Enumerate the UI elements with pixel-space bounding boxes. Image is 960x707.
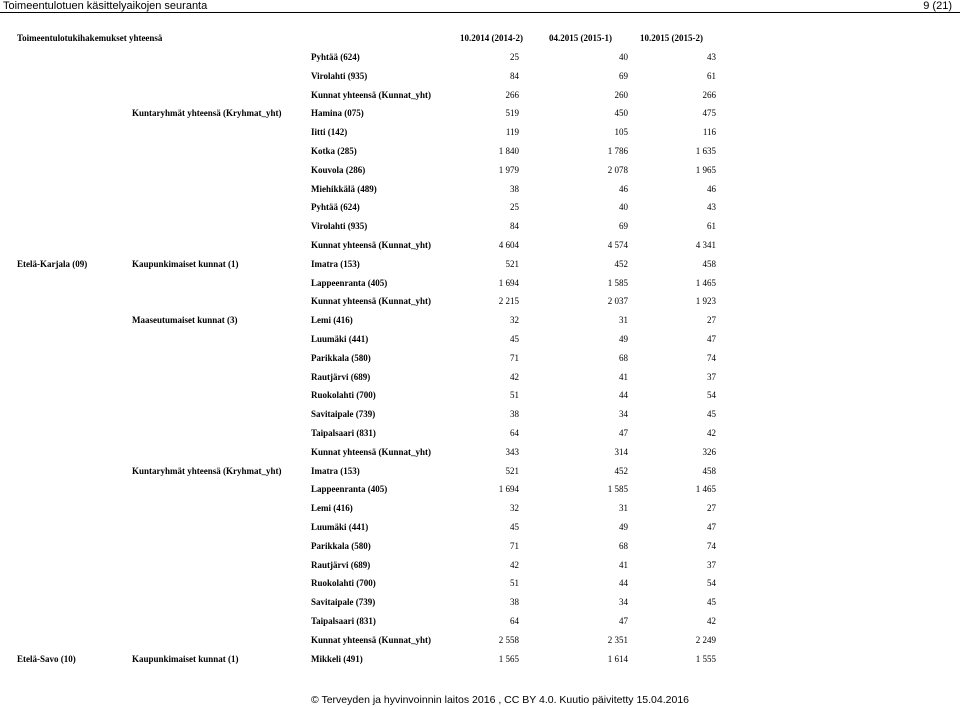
table-row xyxy=(0,577,960,589)
group-label: Kaupunkimaiset kunnat (1) xyxy=(132,258,239,269)
value-2015-2: 42 xyxy=(707,428,716,438)
table-row xyxy=(0,446,960,458)
value-2015-1: 47 xyxy=(619,428,628,438)
municipality-label: Virolahti (935) xyxy=(311,70,368,81)
table-row xyxy=(0,258,960,270)
value-2015-2: 1 555 xyxy=(695,653,716,664)
value-2014-2: 521 xyxy=(505,465,519,476)
value-2015-2: 475 xyxy=(702,108,716,119)
value-2015-1: 31 xyxy=(619,315,628,326)
value-2014-2: 84 xyxy=(510,70,519,81)
value-2015-1: 314 xyxy=(614,446,628,457)
municipality-label: Rautjärvi (689) xyxy=(311,371,371,382)
table-row xyxy=(0,389,960,401)
group-label: Kaupunkimaiset kunnat (1) xyxy=(132,653,239,664)
value-2014-2: 42 xyxy=(510,371,519,382)
municipality-label: Kotka (285) xyxy=(311,146,357,156)
value-2014-2: 119 xyxy=(505,127,519,138)
table-row xyxy=(0,352,960,364)
table-row xyxy=(0,107,960,119)
value-2015-2: 1 465 xyxy=(695,277,716,288)
table-row xyxy=(0,427,960,439)
value-2015-2: 61 xyxy=(707,70,716,81)
group-heading: Toimeentulotukihakemukset yhteensä xyxy=(17,33,163,43)
municipality-label: Imatra (153) xyxy=(311,465,360,476)
table-row xyxy=(0,465,960,477)
column-header: 04.2015 (2015-1) xyxy=(549,33,612,43)
value-2015-1: 69 xyxy=(619,70,628,81)
value-2014-2: 38 xyxy=(510,183,519,194)
table-row xyxy=(0,615,960,627)
value-2015-1: 44 xyxy=(619,390,628,401)
table-row xyxy=(0,277,960,289)
value-2015-2: 43 xyxy=(707,52,716,62)
table-row xyxy=(0,634,960,646)
municipality-label: Luumäki (441) xyxy=(311,522,369,532)
value-2014-2: 32 xyxy=(510,315,519,326)
group-label: Maaseutumaiset kunnat (3) xyxy=(132,315,238,326)
municipality-label: Pyhtää (624) xyxy=(311,52,360,62)
value-2015-1: 2 078 xyxy=(607,164,628,175)
value-2015-2: 47 xyxy=(707,522,716,532)
value-2015-2: 45 xyxy=(707,597,716,608)
value-2015-2: 54 xyxy=(707,390,716,401)
value-2015-1: 34 xyxy=(619,409,628,420)
value-2015-1: 1 614 xyxy=(607,653,628,664)
value-2015-2: 1 923 xyxy=(695,296,716,307)
value-2015-2: 61 xyxy=(707,221,716,232)
value-2014-2: 1 694 xyxy=(498,277,519,288)
municipality-label: Virolahti (935) xyxy=(311,221,368,232)
table-row xyxy=(0,408,960,420)
value-2015-2: 1 465 xyxy=(695,484,716,495)
table-row xyxy=(0,371,960,383)
value-2014-2: 64 xyxy=(510,616,519,626)
municipality-label: Parikkala (580) xyxy=(311,540,371,551)
value-2014-2: 45 xyxy=(510,334,519,344)
value-2015-2: 4 341 xyxy=(695,240,716,250)
municipality-label: Savitaipale (739) xyxy=(311,597,376,608)
municipality-label: Lappeenranta (405) xyxy=(311,277,388,288)
value-2014-2: 519 xyxy=(505,108,519,119)
group-label: Kuntaryhmät yhteensä (Kryhmat_yht) xyxy=(132,108,282,119)
value-2014-2: 1 565 xyxy=(498,653,519,664)
municipality-label: Kunnat yhteensä (Kunnat_yht) xyxy=(311,446,432,457)
value-2014-2: 51 xyxy=(510,578,519,589)
copyright-notice: © Terveyden ja hyvinvoinnin laitos 2016 , CC BY 4.0. Kuutio päivitetty 15.04.2016 xyxy=(311,694,689,706)
table-row xyxy=(0,653,960,665)
value-2015-2: 37 xyxy=(707,371,716,382)
municipality-label: Kunnat yhteensä (Kunnat_yht) xyxy=(311,89,432,100)
value-2014-2: 2 215 xyxy=(498,296,519,307)
value-2015-1: 1 786 xyxy=(607,146,628,156)
value-2015-1: 46 xyxy=(619,183,628,194)
value-2014-2: 84 xyxy=(510,221,519,232)
value-2014-2: 38 xyxy=(510,597,519,608)
value-2014-2: 1 840 xyxy=(498,146,519,156)
table-row xyxy=(0,314,960,326)
value-2015-2: 74 xyxy=(707,540,716,551)
value-2015-1: 41 xyxy=(619,371,628,382)
municipality-label: Lemi (416) xyxy=(311,315,353,326)
municipality-label: Ruokolahti (700) xyxy=(311,390,376,401)
value-2015-1: 69 xyxy=(619,221,628,232)
table-row xyxy=(0,596,960,608)
value-2015-2: 45 xyxy=(707,409,716,420)
table-row xyxy=(0,295,960,307)
value-2014-2: 266 xyxy=(505,89,519,100)
municipality-label: Hamina (075) xyxy=(311,108,364,119)
value-2015-1: 47 xyxy=(619,616,628,626)
table-row xyxy=(0,164,960,176)
municipality-label: Savitaipale (739) xyxy=(311,409,376,420)
table-row xyxy=(0,126,960,138)
value-2014-2: 521 xyxy=(505,258,519,269)
value-2015-2: 46 xyxy=(707,183,716,194)
page-number: 9 (21) xyxy=(923,0,952,12)
value-2015-2: 1 635 xyxy=(695,146,716,156)
value-2015-1: 40 xyxy=(619,202,628,213)
value-2014-2: 71 xyxy=(510,540,519,551)
value-2014-2: 343 xyxy=(505,446,519,457)
municipality-label: Kunnat yhteensä (Kunnat_yht) xyxy=(311,634,432,645)
column-header: 10.2015 (2015-2) xyxy=(640,33,703,43)
value-2014-2: 1 979 xyxy=(498,164,519,175)
value-2015-2: 116 xyxy=(702,127,716,138)
municipality-label: Miehikkälä (489) xyxy=(311,183,377,194)
value-2015-2: 458 xyxy=(702,258,716,269)
municipality-label: Ruokolahti (700) xyxy=(311,578,376,589)
table-row xyxy=(0,540,960,552)
value-2015-2: 42 xyxy=(707,616,716,626)
municipality-label: Parikkala (580) xyxy=(311,352,371,363)
value-2015-1: 2 351 xyxy=(607,634,628,645)
value-2015-1: 452 xyxy=(614,258,628,269)
municipality-label: Pyhtää (624) xyxy=(311,202,360,213)
value-2015-1: 450 xyxy=(614,108,628,119)
group-label: Kuntaryhmät yhteensä (Kryhmat_yht) xyxy=(132,465,282,476)
municipality-label: Taipalsaari (831) xyxy=(311,428,376,438)
value-2015-2: 74 xyxy=(707,352,716,363)
table-row xyxy=(0,220,960,232)
value-2015-1: 452 xyxy=(614,465,628,476)
value-2015-2: 27 xyxy=(707,315,716,326)
value-2014-2: 25 xyxy=(510,202,519,213)
value-2015-1: 44 xyxy=(619,578,628,589)
value-2015-2: 2 249 xyxy=(695,634,716,645)
value-2015-2: 326 xyxy=(702,446,716,457)
table-row xyxy=(0,333,960,345)
value-2014-2: 1 694 xyxy=(498,484,519,495)
municipality-label: Luumäki (441) xyxy=(311,334,369,344)
value-2015-1: 49 xyxy=(619,334,628,344)
value-2015-2: 43 xyxy=(707,202,716,213)
value-2015-1: 34 xyxy=(619,597,628,608)
table-row xyxy=(0,239,960,251)
municipality-label: Iitti (142) xyxy=(311,127,348,138)
value-2015-1: 49 xyxy=(619,522,628,532)
column-header: 10.2014 (2014-2) xyxy=(460,33,523,43)
table-row xyxy=(0,521,960,533)
table-row xyxy=(0,51,960,63)
value-2015-2: 54 xyxy=(707,578,716,589)
value-2015-2: 37 xyxy=(707,559,716,570)
value-2015-1: 4 574 xyxy=(607,240,628,250)
table-row xyxy=(0,145,960,157)
value-2015-2: 458 xyxy=(702,465,716,476)
value-2015-1: 31 xyxy=(619,503,628,514)
value-2014-2: 2 558 xyxy=(498,634,519,645)
municipality-label: Lemi (416) xyxy=(311,503,353,514)
region-label: Etelä-Savo (10) xyxy=(17,653,76,664)
municipality-label: Lappeenranta (405) xyxy=(311,484,388,495)
table-row xyxy=(0,70,960,82)
table-row xyxy=(0,201,960,213)
page-footer xyxy=(0,694,960,706)
value-2015-1: 1 585 xyxy=(607,277,628,288)
value-2014-2: 25 xyxy=(510,52,519,62)
value-2014-2: 42 xyxy=(510,559,519,570)
value-2015-1: 41 xyxy=(619,559,628,570)
municipality-label: Kunnat yhteensä (Kunnat_yht) xyxy=(311,296,432,307)
value-2015-2: 1 965 xyxy=(695,164,716,175)
value-2015-1: 2 037 xyxy=(607,296,628,307)
value-2015-1: 260 xyxy=(614,89,628,100)
value-2015-1: 40 xyxy=(619,52,628,62)
value-2014-2: 51 xyxy=(510,390,519,401)
value-2015-1: 68 xyxy=(619,352,628,363)
value-2014-2: 64 xyxy=(510,428,519,438)
value-2015-2: 47 xyxy=(707,334,716,344)
municipality-label: Kouvola (286) xyxy=(311,164,366,175)
value-2015-1: 105 xyxy=(614,127,628,138)
table-header-row xyxy=(0,32,960,44)
table-row xyxy=(0,559,960,571)
document-title: Toimeentulotuen käsittelyaikojen seuranta xyxy=(3,0,208,12)
value-2014-2: 71 xyxy=(510,352,519,363)
table-row xyxy=(0,483,960,495)
value-2015-2: 27 xyxy=(707,503,716,514)
table-row xyxy=(0,89,960,101)
value-2014-2: 45 xyxy=(510,522,519,532)
value-2015-2: 266 xyxy=(702,89,716,100)
table-row xyxy=(0,502,960,514)
value-2015-1: 68 xyxy=(619,540,628,551)
municipality-label: Kunnat yhteensä (Kunnat_yht) xyxy=(311,240,432,250)
value-2014-2: 32 xyxy=(510,503,519,514)
municipality-label: Imatra (153) xyxy=(311,258,360,269)
value-2015-1: 1 585 xyxy=(607,484,628,495)
value-2014-2: 38 xyxy=(510,409,519,420)
municipality-label: Mikkeli (491) xyxy=(311,653,363,664)
municipality-label: Taipalsaari (831) xyxy=(311,616,376,626)
municipality-label: Rautjärvi (689) xyxy=(311,559,371,570)
table-row xyxy=(0,183,960,195)
value-2014-2: 4 604 xyxy=(498,240,519,250)
region-label: Etelä-Karjala (09) xyxy=(17,258,88,269)
